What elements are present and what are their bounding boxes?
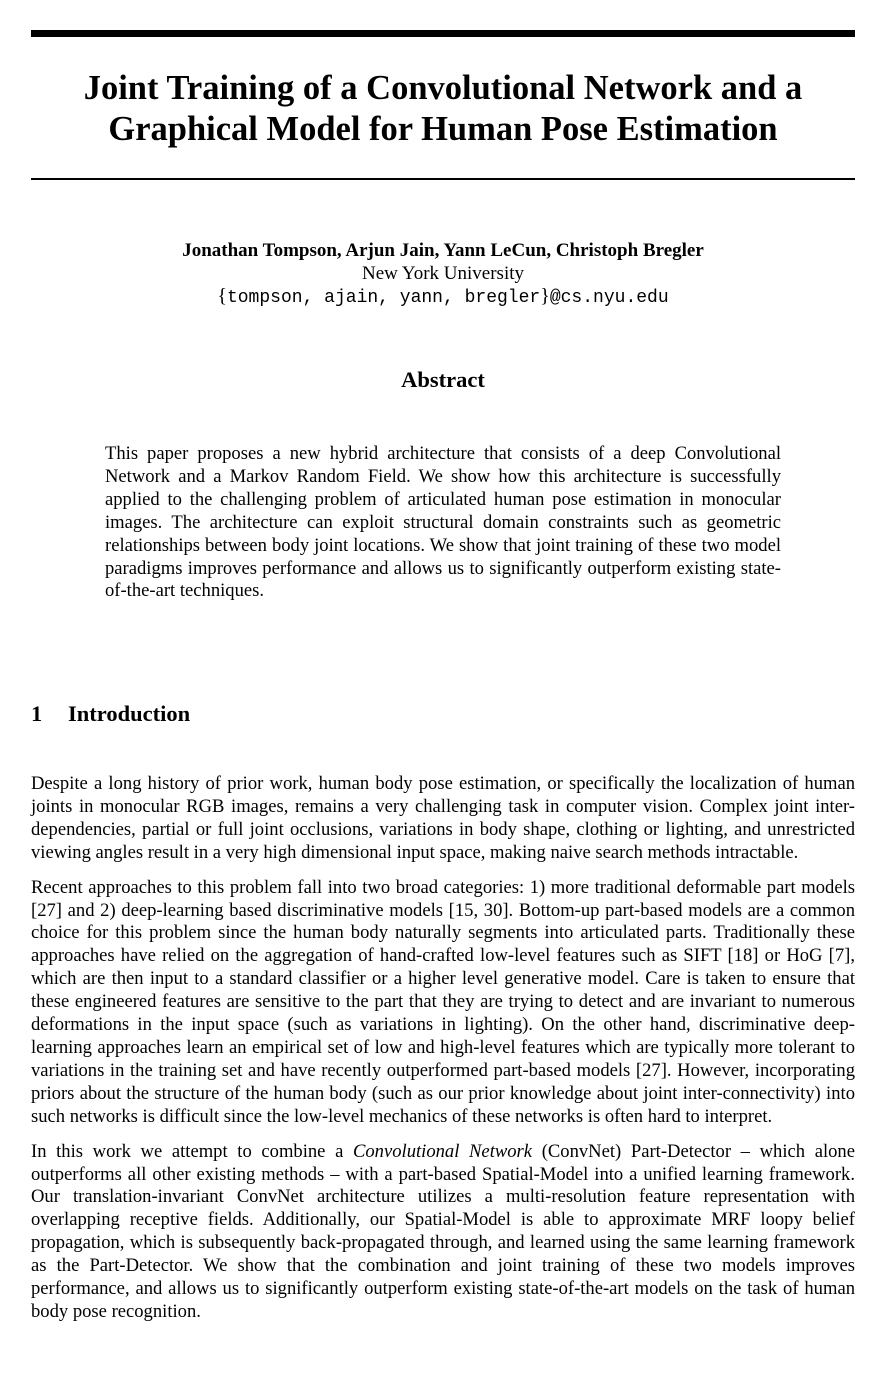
affiliation: New York University (361, 263, 525, 284)
paragraph-1: Despite a long history of prior work, human body pose estimation, or specifically the localization of human joints in monocular RGB images, remains a very challenging task in computer vision. Complex joint inter-dependencies, partial or full joint occlusions, variations in body shape, clothing or lighting, and unrestricted viewing angles result in a very high dimensional input space, making naive search methods intractable. (31, 773, 855, 863)
title-line-1: Joint Training of a Convolutional Network and a (83, 69, 803, 107)
paragraph-3-start: In this work we attempt to combine a (31, 1140, 353, 1162)
title-bottom-rule (31, 178, 855, 180)
author-emails (31, 285, 855, 310)
introduction-body (31, 773, 855, 1336)
author-names: Jonathan Tompson, Arjun Jain, Yann LeCun, Christoph Bregler (182, 240, 704, 261)
email-close-brace: } (540, 285, 550, 307)
email-domain: @cs.nyu.edu (549, 288, 669, 308)
section-number: 1 (31, 701, 43, 726)
paragraph-3-emphasis: Convolutional Network (352, 1140, 533, 1162)
abstract-text: This paper proposes a new hybrid architecture that consists of a deep Convolutional Network and a Markov Random Field. We show how this architecture is successfully applied to the challenging problem of articulated human pose estimation in monocular images. The architecture can exploit structural domain constraints such as geometric relationships between body joint locations. We show that joint training of these two model paradigms improves performance and allows us to significantly outperform existing state-of-the-art techniques. (105, 443, 781, 602)
paper-title (31, 68, 855, 150)
paragraph-3-rest: (ConvNet) Part-Detector – which alone outperforms all other existing methods – with a part-based Spatial-Model into a unified learning framework. Our translation-invariant ConvNet architecture utilizes a multi-resolution feature representation with overlapping receptive fields. Additionally, our Spatial-Model is able to approximate MRF loopy belief propagation, which is subsequently back-propagated through, and learned using the same learning framework as the Part-Detector. We show that the combination and joint training of these two models improves performance, and allows us to significantly outperform existing state-of-the-art models on the task of human body pose recognition. (31, 1140, 855, 1322)
author-block (31, 239, 855, 310)
paragraph-3 (31, 1141, 855, 1324)
section-title: Introduction (68, 701, 191, 726)
title-top-rule (31, 30, 855, 37)
email-users: tompson, ajain, yann, bregler (226, 288, 541, 308)
section-heading-introduction (31, 700, 855, 728)
abstract-heading: Abstract (401, 367, 485, 392)
paragraph-2: Recent approaches to this problem fall into two broad categories: 1) more traditional deformable part models [27] and 2) deep-learning based discriminative models [15, 30]. Bottom-up part-based models are a common choice for this problem since the human body naturally segments into articulated parts. Traditionally these approaches have relied on the aggregation of hand-crafted low-level features such as SIFT [18] or HoG [7], which are then input to a standard classifier or a higher level generative model. Care is taken to ensure that these engineered features are sensitive to the part that they are trying to detect and are invariant to numerous deformations in the input space (such as variations in lighting). On the other hand, discriminative deep-learning approaches learn an empirical set of low and high-level features which are typically more tolerant to variations in the training set and have recently outperformed part-based models [27]. However, incorporating priors about the structure of the human body (such as our prior knowledge about joint inter-connectivity) into such networks is difficult since the low-level mechanics of these networks is often hard to interpret. (31, 876, 855, 1127)
title-line-2: Graphical Model for Human Pose Estimation (108, 110, 778, 148)
email-open-brace: { (217, 285, 227, 307)
